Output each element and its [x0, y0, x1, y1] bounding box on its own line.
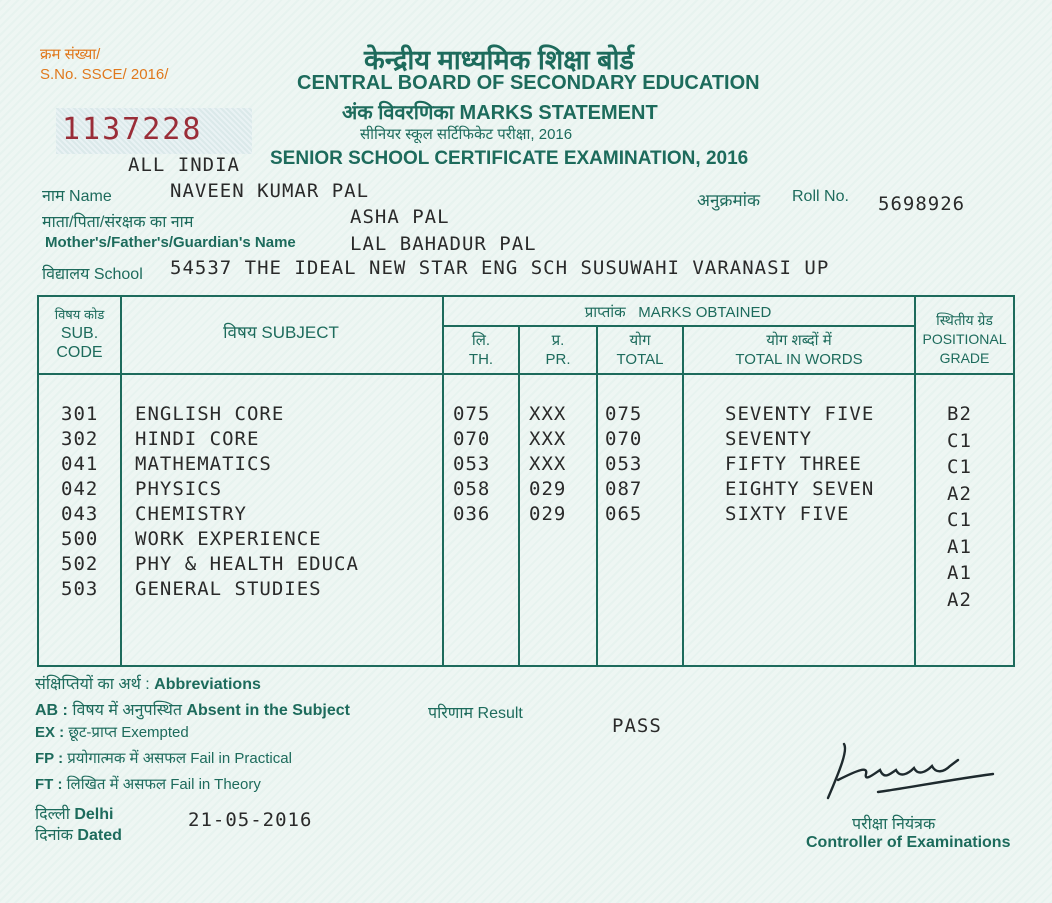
cell-subject: WORK EXPERIENCE	[135, 528, 322, 550]
cell-subject: HINDI CORE	[135, 428, 260, 450]
header-subject: विषय SUBJECT	[223, 323, 339, 342]
header-theory: लि. TH.	[468, 332, 494, 368]
region: ALL INDIA	[128, 154, 240, 176]
header-marks: प्राप्तांक MARKS OBTAINED	[584, 304, 772, 321]
cell-total: 070	[605, 428, 643, 450]
cell-total: 075	[605, 403, 643, 425]
result-label: परिणाम Result	[428, 705, 523, 722]
serial-number: 1137228	[62, 112, 203, 147]
cell-grade: A2	[947, 482, 972, 505]
place: दिल्ली Delhi	[35, 806, 114, 823]
table-row	[39, 528, 1017, 558]
cell-words: SEVENTY	[725, 428, 813, 450]
cell-total: 065	[605, 503, 643, 525]
cell-code: 042	[61, 478, 99, 500]
cell-total: 053	[605, 453, 643, 475]
cell-words: SEVENTY FIVE	[725, 403, 875, 425]
header-total: योग TOTAL	[616, 332, 664, 368]
issue-date: 21-05-2016	[188, 809, 313, 831]
cell-grade: B2	[947, 403, 972, 425]
cell-pr: XXX	[529, 403, 567, 425]
serial-label-hi: क्रम संख्या/	[40, 46, 101, 63]
roll-label-en: Roll No.	[792, 188, 849, 205]
abbr-ex: EX : छूट-प्राप्त Exempted	[35, 724, 189, 741]
result-value: PASS	[612, 715, 662, 737]
table-row	[39, 503, 1017, 531]
cell-grade: C1	[947, 509, 972, 531]
header-grade: स्थितीय ग्रेड POSITIONAL GRADE	[922, 312, 1007, 366]
header-practical: प्र. PR.	[545, 332, 571, 368]
roll-label-hi: अनुक्रमांक	[697, 191, 761, 210]
cell-subject: CHEMISTRY	[135, 503, 247, 525]
cell-code: 043	[61, 503, 99, 525]
cell-code: 502	[61, 553, 99, 575]
cell-subject: PHYSICS	[135, 478, 223, 500]
candidate-name: NAVEEN KUMAR PAL	[170, 180, 370, 202]
cell-code: 500	[61, 528, 99, 550]
table-row	[39, 553, 1017, 584]
date-label: दिनांक Dated	[35, 827, 122, 844]
cell-pr: 029	[529, 478, 567, 500]
mother-name: ASHA PAL	[350, 206, 450, 228]
marks-table	[37, 295, 1015, 667]
parent-label-hi: माता/पिता/संरक्षक का नाम	[42, 214, 194, 231]
board-title-en: CENTRAL BOARD OF SECONDARY EDUCATION	[297, 72, 760, 94]
table-row	[39, 478, 1017, 503]
cell-subject: ENGLISH CORE	[135, 403, 285, 425]
exam-title-hi: सीनियर स्कूल सर्टिफिकेट परीक्षा, 2016	[360, 126, 573, 143]
cell-subject: GENERAL STUDIES	[135, 578, 322, 600]
abbr-fp: FP : प्रयोगात्मक में असफल Fail in Practical	[35, 750, 292, 767]
cell-pr: XXX	[529, 428, 567, 450]
cell-total: 087	[605, 478, 643, 500]
cell-code: 041	[61, 453, 99, 475]
exam-title-en: SENIOR SCHOOL CERTIFICATE EXAMINATION, 2016	[270, 148, 749, 169]
controller-title-en: Controller of Examinations	[806, 834, 1011, 851]
controller-title-hi: परीक्षा नियंत्रक	[852, 816, 936, 833]
cell-code: 301	[61, 403, 99, 425]
cell-subject: PHY & HEALTH EDUCA	[135, 553, 359, 575]
cell-th: 075	[453, 403, 491, 425]
parent-label-en: Mother's/Father's/Guardian's Name	[45, 234, 296, 251]
school-label: विद्यालय School	[42, 266, 143, 283]
father-name: LAL BAHADUR PAL	[350, 233, 537, 255]
statement-title: अंक विवरणिका MARKS STATEMENT	[342, 102, 658, 124]
controller-signature	[818, 740, 998, 810]
cell-th: 070	[453, 428, 491, 450]
cell-grade: A2	[947, 588, 972, 611]
school-name: 54537 THE IDEAL NEW STAR ENG SCH SUSUWAHI VARANASI UP	[170, 257, 830, 279]
abbr-ft: FT : लिखित में असफल Fail in Theory	[35, 776, 261, 793]
abbr-ab: AB : विषय में अनुपस्थित Absent in the Subject	[35, 702, 350, 719]
cell-words: SIXTY FIVE	[725, 503, 850, 525]
cell-words: FIFTY THREE	[725, 453, 862, 475]
roll-number: 5698926	[878, 193, 966, 215]
cell-grade: A1	[947, 562, 972, 584]
cell-th: 053	[453, 453, 491, 475]
table-row	[39, 403, 1017, 428]
serial-label-en: S.No. SSCE/ 2016/	[40, 66, 169, 83]
name-label: नाम Name	[42, 188, 112, 205]
cell-grade: C1	[947, 429, 972, 452]
cell-pr: 029	[529, 503, 567, 525]
cell-th: 058	[453, 478, 491, 500]
cell-subject: MATHEMATICS	[135, 453, 272, 475]
cell-pr: XXX	[529, 453, 567, 475]
cell-words: EIGHTY SEVEN	[725, 478, 875, 500]
cell-grade: C1	[947, 456, 972, 478]
cell-code: 503	[61, 578, 99, 600]
header-words: योग शब्दों में TOTAL IN WORDS	[735, 332, 863, 368]
board-title-hi: केन्द्रीय माध्यमिक शिक्षा बोर्ड	[364, 45, 634, 75]
table-row	[39, 453, 1017, 478]
abbr-title: संक्षिप्तियों का अर्थ : Abbreviations	[35, 676, 261, 693]
table-row	[39, 578, 1017, 611]
header-code: विषय कोड SUB. CODE	[54, 307, 105, 361]
cell-grade: A1	[947, 535, 972, 558]
cell-th: 036	[453, 503, 491, 525]
cell-code: 302	[61, 428, 99, 450]
table-row	[39, 428, 1017, 453]
